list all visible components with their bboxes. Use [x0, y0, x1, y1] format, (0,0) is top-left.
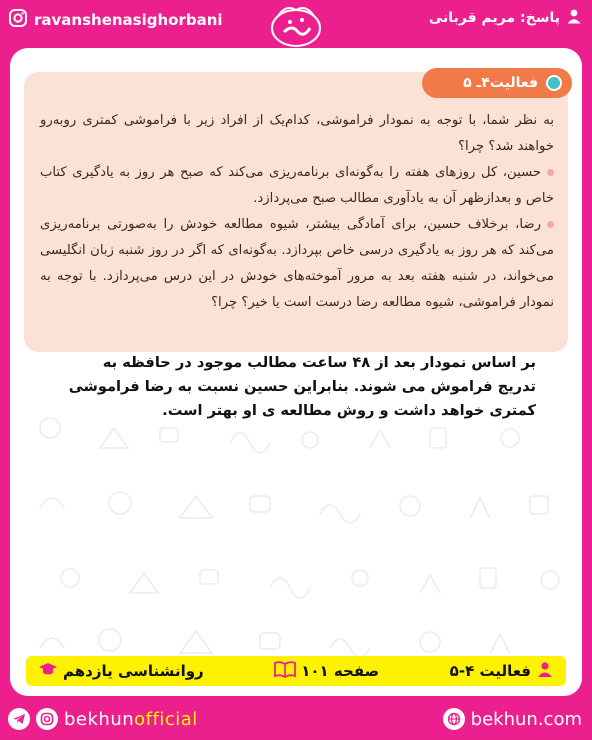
- globe-icon: [443, 708, 465, 730]
- instagram-handle-text: ravanshenasighorbani: [34, 11, 223, 29]
- footer-bar: [0, 702, 592, 740]
- activity-intro: به نظر شما، با توجه به نمودار فراموشی، کدام‌یک از افراد زیر با فراموشی کمتری روبه‌رو خواهند شد؟ چرا؟: [40, 113, 554, 154]
- top-bar: [0, 0, 592, 44]
- telegram-icon: [8, 708, 30, 730]
- author-label: [429, 8, 582, 28]
- student-icon: [536, 660, 554, 682]
- social-handle-suffix: official: [134, 708, 198, 730]
- activity-reference-label: فعالیت ۴-۵: [449, 662, 531, 680]
- answer-text: بر اساس نمودار بعد از ۴۸ ساعت مطالب موجود در حافظه به تدریج فراموش می شوند. بنابراین حسین نسبت به رضا فراموشی کمتری خواهد داشت و روش مطالعه ی او بهتر است.: [68, 354, 536, 419]
- badge-dot-icon: [546, 75, 562, 91]
- user-icon: [566, 8, 582, 28]
- bullet-icon: [547, 169, 554, 176]
- activity-text: [40, 108, 554, 316]
- content-card: [10, 48, 582, 696]
- book-reference: [38, 661, 204, 681]
- social-handle-prefix: bekhun: [64, 708, 135, 730]
- page-reference: [274, 660, 379, 682]
- activity-box: [24, 72, 568, 352]
- bullet-icon: [547, 221, 554, 228]
- activity-item-reza: [40, 212, 554, 316]
- book-reference-label: روانشناسی یازدهم: [63, 662, 204, 680]
- activity-badge: [422, 68, 572, 98]
- page-reference-label: صفحه ۱۰۱: [301, 662, 380, 680]
- activity-item-reza-text: رضا، برخلاف حسین، برای آمادگی بیشتر، شیوه مطالعه خودش را به‌صورتی برنامه‌ریزی می‌کند که هر روز به یادگیری درسی خاص بپردازد. به‌گونه‌ای که اگر در روز شنبه زبان انگلیسی می‌خواند، در شنبه هفته بعد به مرور آموخته‌های خودش در این درس می‌پردازد. با توجه به نمودار فراموشی، شیوه مطالعه رضا درست است یا خیر؟ چرا؟: [40, 217, 554, 310]
- graduation-cap-icon: [38, 661, 58, 681]
- website-text: bekhun.com: [470, 708, 582, 730]
- bekhun-logo: [268, 2, 324, 50]
- instagram-icon: [8, 8, 28, 32]
- bottom-info-bar: [26, 656, 566, 686]
- author-text: پاسخ: مریم قربانی: [428, 10, 560, 26]
- instagram-handle-link[interactable]: [8, 8, 223, 32]
- instagram-icon-footer: [36, 708, 58, 730]
- website-link[interactable]: [443, 708, 582, 730]
- activity-item-hossein-text: حسین، کل روزهای هفته را به‌گونه‌ای برنامه‌ریزی می‌کند که صبح هر روز به یادگیری کتاب خاص و بعدازظهر آن به یادآوری مطالب صبح می‌پردازد.: [40, 165, 554, 206]
- social-handle-link[interactable]: [8, 708, 198, 730]
- activity-reference: [450, 660, 554, 682]
- book-open-icon: [274, 660, 296, 682]
- activity-item-hossein: [40, 160, 554, 212]
- activity-badge-label: فعالیت۴ـ ۵: [463, 75, 538, 91]
